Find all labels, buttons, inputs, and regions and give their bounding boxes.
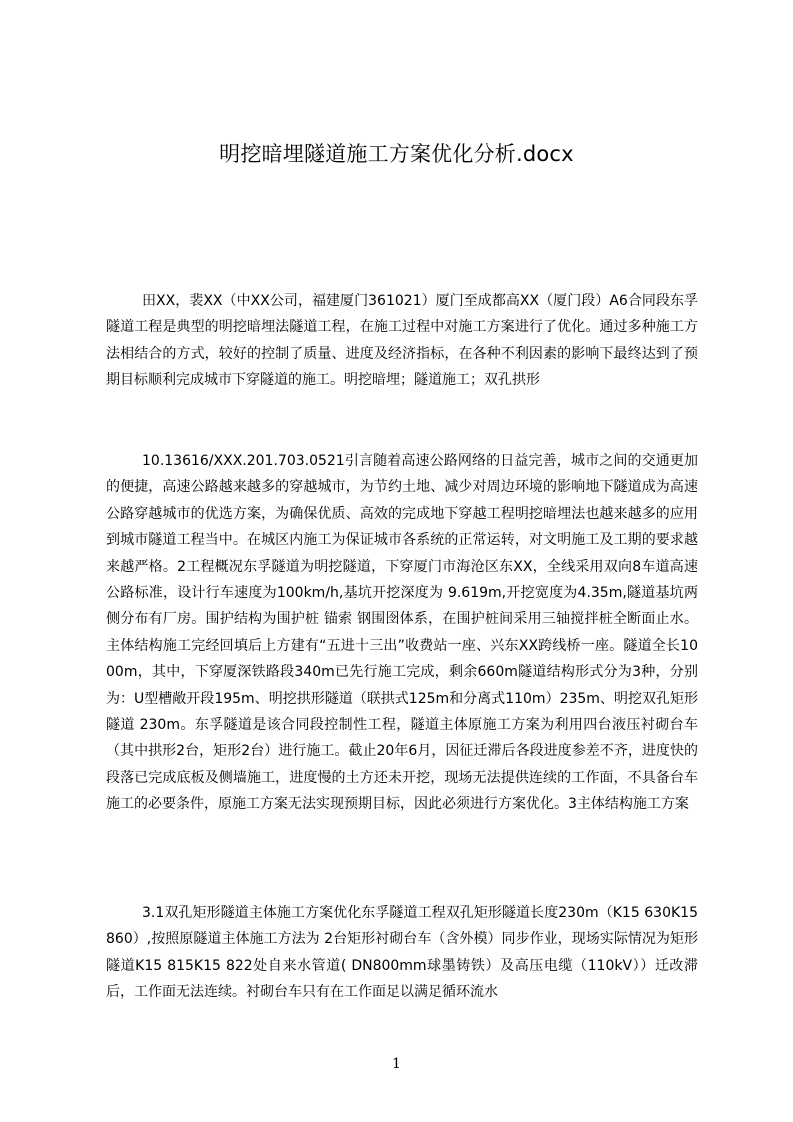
document-title: 明挖暗埋隧道施工方案优化分析.docx [219,142,574,166]
introduction-paragraph: 10.13616/XXX.201.703.0521引言随着高速公路网络的日益完善，城市之间的交通更加的便捷，高速公路越来越多的穿越城市，为节约土地、减少对周边环境的影响地下隧道成为高速公路穿越城市的优选方案，为确保优质、高效的完成地下穿越工程明挖暗埋法也越来越多的应用到城市隧道工程当中。在城区内施工为保证城市各系统的正常运转，对文明施工及工期的要求越来越严格。2工程概况东孚隧道为明挖隧道，下穿厦门市海沧区东XX，全线采用双向8车道高速公路标准，设计行车速度为100km/h,基坑开挖深度为 9.619m,开挖宽度为4.35m,隧道基坑两侧分布有厂房。围护结构为围护桩 锚索 钢围囹体系，在围护桩间采用三轴搅拌桩全断面止水。主体结构施工完经回填后上方建有“五进十三出”收费站一座、兴东XX跨线桥一座。隧道全长1000m，其中，下穿厦深铁路段340m已先行施工完成，剩余660m隧道结构形式分为3种，分别为：U型槽敞开段195m、明挖拱形隧道（联拱式125m和分离式110m）235m、明挖双孔矩形隧道 230m。东孚隧道是该合同段控制性工程，隧道主体原施工方案为利用四台液压衬砌台车（其中拱形2台，矩形2台）进行施工。截止20年6月，因征迁滞后各段进度参差不齐，进度快的段落已完成底板及侧墙施工，进度慢的土方还未开挖，现场无法提供连续的工作面，不具备台车施工的必要条件，原施工方案无法实现预期目标，因此必须进行方案优化。3主体结构施工方案 [106,453,698,813]
section-3-1-paragraph: 3.1双孔矩形隧道主体施工方案优化东孚隧道工程双孔矩形隧道长度230m（K15 630K15 860）,按照原隧道主体施工方法为 2台矩形衬砌台车（含外模）同步作业，现场实际情况为矩形隧道K15 815K15 822处自来水管道( DN800mm球墨铸铁）及高压电缆（110kV））迁改滞后，工作面无法连续。衬砌台车只有在工作面足以满足循环流水 [106,905,698,1001]
page-number: 1 [392,1056,401,1072]
abstract-paragraph: 田XX，裴XX（中XX公司，福建厦门361021）厦门至成都高XX（厦门段）A6合同段东孚隧道工程是典型的明挖暗埋法隧道工程，在施工过程中对施工方案进行了优化。通过多种施工方法相结合的方式，较好的控制了质量、进度及经济指标，在各种不利因素的影响下最终达到了预期目标顺利完成城市下穿隧道的施工。明挖暗埋；隧道施工；双孔拱形 [106,293,698,389]
